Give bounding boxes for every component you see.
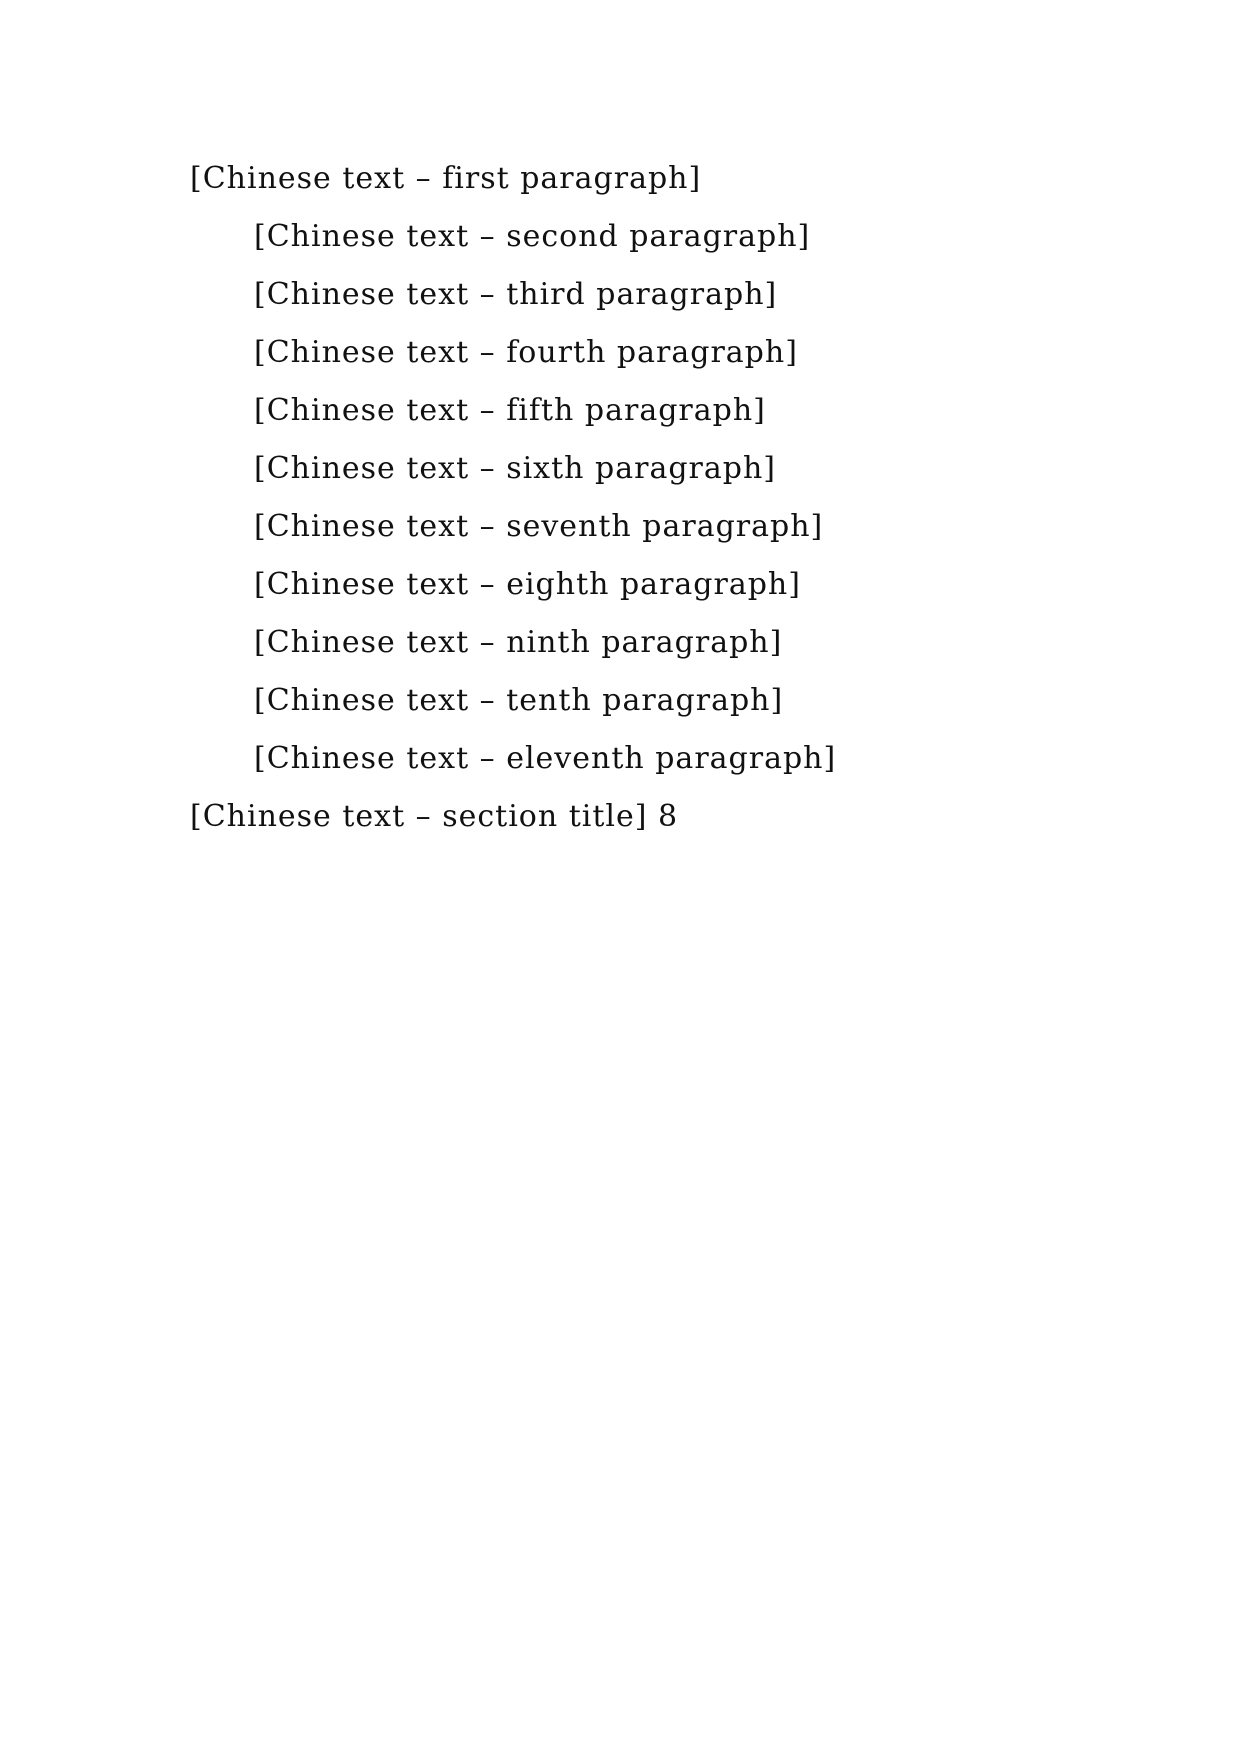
paragraph-7: [Chinese text – seventh paragraph] <box>254 509 824 544</box>
paragraph-5: [Chinese text – fifth paragraph] <box>254 393 766 428</box>
paragraph-2: [Chinese text – second paragraph] <box>254 219 811 254</box>
paragraph-9: [Chinese text – ninth paragraph] <box>254 625 783 660</box>
paragraph-6: [Chinese text – sixth paragraph] <box>254 451 776 486</box>
paragraph-8: [Chinese text – eighth paragraph] <box>254 567 801 602</box>
paragraph-4: [Chinese text – fourth paragraph] <box>254 335 798 370</box>
paragraph-11: [Chinese text – eleventh paragraph] <box>254 741 837 776</box>
paragraph-1: [Chinese text – first paragraph] <box>190 161 702 196</box>
paragraph-10: [Chinese text – tenth paragraph] <box>254 683 784 718</box>
next-essay-title: [Chinese text – section title] 8 <box>190 799 679 834</box>
paragraph-3: [Chinese text – third paragraph] <box>254 277 778 312</box>
